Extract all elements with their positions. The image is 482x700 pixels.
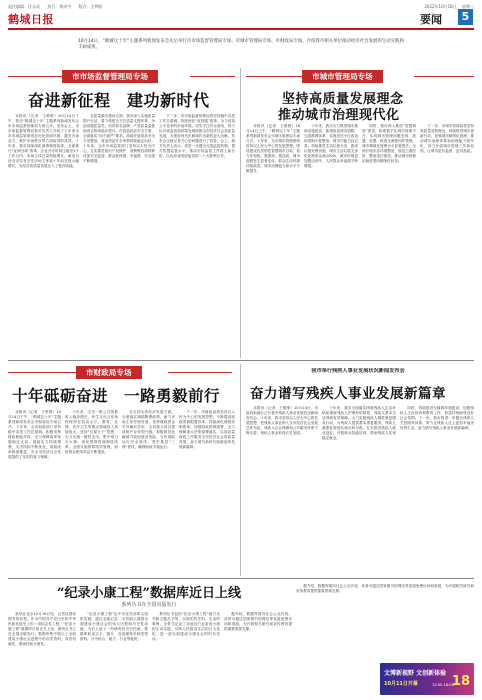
ribbon-finance: 市财政局专场	[76, 366, 142, 379]
editor-credit: 责任编辑：任永成	[8, 4, 40, 9]
article-column: “纪录小康工程”由中央宣传部牵头组织实施，通过全面记录、全景展示我国全面建成小康社会的伟大历程和历史性成就，为后人留下一份珍贵的历史档案。数据库收录文字、图片、音视频等多种类型资料，分为综合、地方、行业等板块。	[80, 612, 148, 642]
article-column: 本报讯（记者 王维维）10月14日上午，“鹤城这十年”主题系列新闻发布会市城市管理局专场召开。十年来，全市城市管理系统坚持以人民为中心的发展思想，围绕建设宜居韧性智慧城市目标，着力补短板、强弱项、提品质，城市面貌发生显著变化，群众生活环境持续改善，城市治理能力和水平不断提升。	[246, 124, 300, 174]
headline-finance: 十年砥砺奋进 一路勇毅前行	[12, 386, 221, 405]
headline-urban-line2: 推动城市治理现代化	[278, 108, 400, 123]
subheadline-record: 系列丛书在全国出版发行	[121, 602, 177, 608]
intro-paragraph: 10月14日，“鹤城这十年”主题系列新闻发布会先后举行市市场监督管理局专场、市城市管理局专场、市财政局专场。介绍我市相关单位推动经济社会发展的生动实践和丰硕成果。	[78, 39, 404, 51]
article-column: 十年来，我市大力推进城市基础设施建设，新建改造城市道路，完善路网体系，实施老旧小区改造和背街小巷整治，城市功能日趋完善。持续推进生活垃圾分类，建成垃圾处理设施，城市生活垃圾无害化处理率达到100%，城市环境更加整洁有序，人民群众幸福感不断增强。	[304, 124, 358, 169]
article-column: 据介绍，数据库面向社会公众开放，读者可通过国家图书馆网站等渠道免费访问和查阅，为开展相关研究和宣传教育提供重要资源支撑。	[296, 584, 474, 594]
masthead-rule	[8, 28, 474, 30]
article-column: 系列丛书包括“纪录小康工程”地方丛书和主题丛书等，以翔实的史料、生动的事例，全景式记录了各地各行业奋进小康的生动实践，反映人民群众生活的巨大变化，是一部全面建成小康社会的时代史诗。	[152, 612, 220, 642]
article-column: 本报讯（记者 王维维）10月14日下午，“鹤城这十年”主题系列新闻发布会市财政局专场召开。十年来，全市财政部门坚持稳中求进工作总基调，积极发挥财政职能作用，全力保障改革发展稳定大局，财政实力持续增强，支出结构不断优化，财政改革纵深推进，为全市经济社会发展提供了坚实的财力保障。	[8, 410, 61, 460]
article-column: 新华社北京10月16日电 记者从国家图书馆获悉，作为中国共产党历史和中华民族发展史上的一项标志性工程，“纪录小康工程”数据库日前正式上线，系列丛书已在全国出版发行。数据库集中展示了全面建成小康社会进程中的各类资料，具有权威性、系统性和全面性。	[8, 612, 76, 647]
exhibition-ad-banner[interactable]	[380, 663, 474, 695]
article-column: 下一步，市城市管理局将坚持高质量发展理念，持续推进城市更新行动，加强城市精细化管理，推动城市治理体系和治理能力现代化，奋力开创城市管理工作新局面，让城市更有温度、更具品质。	[420, 124, 474, 154]
ribbon-line	[8, 372, 76, 373]
article-column: 下一步，市市场监督管理局将坚持稳中求进工作总基调，持续深化“放管服”改革，全力营造公平竞争的市场环境，切实守住安全底线，努力以市场监管高质量发展助推全市经济社会高质量发展，为建设现代化鹤城作出新的更大贡献。发布会还就记者关心的问题进行了回答。会上，相关负责人表示，将进一步健全完善监管机制，提升智慧监管水平，推动市场监管工作再上新台阶，以优异成绩迎接党的二十大胜利召开。	[159, 114, 235, 159]
ribbon-line	[168, 372, 232, 373]
article-column: 本报讯（记者 王维维）10月14日，市政府新闻办召开我市残疾人事业发展状况新闻发布会。十年来，我市坚持以人民为中心的发展思想，把残疾人事业纳入全市经济社会发展总体布局，残疾人社会保障和公共服务体系不断完善，残疾人事业取得长足发展。	[246, 406, 318, 436]
article-column: 同时，我市深入推进“智慧城管”建设，构建数字化城市管理平台，实现城市管理问题发现、派遣、处置、核查全流程闭环管理，城市精细化管理水平显著提升。全面开展市容环境整治，规范占道经营，整治违法建设，推动城市管理由粗放型向精细化转变。	[362, 124, 416, 164]
article-column: 在质量强市建设方面，我市深入实施质量提升行动，着力构建全方位质量支撑体系，争创省级质量奖、培育知名品牌，产品质量监督抽查合格率稳步提升。在食品药品安全方面，全面落实“四个最严”要求，持续开展食品安全专项整治，食品药品安全形势持续稳定向好。十年来，全市市场监管部门坚持以人民为中心，扎实推进知识产权保护、消费维权和特种设备安全监管，群众获得感、幸福感、安全感不断增强。	[83, 114, 155, 164]
article-column: 本报讯（记者 王维维）10月14日下午，我市“鹤城这十年”主题系列新闻发布会市市场监督管理局专场召开。发布会上，市市场监督管理局相关负责人介绍了十年来全市市场监管系统在优化营商环境、激发市场活力、维护市场秩序等方面取得的成效。十年来，我市持续深化商事制度改革，全面推行“证照分离”改革，企业开办时间压缩至1个工作日内，市场主体总量持续增长，截至目前全市实有各类市场主体较十年前实现大幅增长，为经济高质量发展注入了强劲动能。	[8, 114, 79, 169]
article-column: 十年来，我市全面落实困难残疾人生活补贴和重度残疾人护理补贴制度，残疾人基本生活得到有效保障。大力实施残疾人精准康复服务行动，为残疾人提供基本康复服务，残疾儿童康复救助实现应救尽救。扎实推进残疾人就业创业，开展职业技能培训，帮助残疾人实现稳定就业。	[322, 406, 396, 441]
layout-credit: 版式：王梦阳	[78, 4, 103, 9]
page-number: 5	[458, 9, 473, 25]
ad-date: 10月11日开幕	[384, 681, 418, 687]
executor-credit: 执行：黄泽宇	[47, 4, 72, 9]
headline-market: 奋进新征程 建功新时代	[28, 91, 210, 110]
issue-weekday: 星期二	[462, 4, 474, 9]
ribbon-line	[246, 76, 302, 77]
headline-record: “纪录小康工程”数据库近日上线	[57, 586, 241, 601]
column-divider	[240, 68, 241, 358]
article-column: 同时，持续推进无障碍环境建设，加强残疾人文化体育和教育工作，营造扶残助残良好社会氛围。下一步，我市将进一步健全残疾人关爱服务体系，努力让残疾人过上更加幸福美好的生活，奋力谱写残疾人事业发展新篇章。	[400, 406, 474, 431]
section-divider	[8, 360, 474, 361]
ribbon-line	[8, 76, 62, 77]
ad-title: 文博新视野 文创新体验	[384, 670, 447, 677]
article-kicker: 我市举行残疾人事业发展状况新闻发布会	[311, 368, 405, 374]
ribbon-line	[414, 76, 474, 77]
article-column: 据介绍，数据库面向社会公众开放，读者可通过国家图书馆网站等渠道免费访问和查阅，为开展相关研究和宣传教育提供重要资源支撑。	[224, 612, 292, 632]
ad-number: 18	[451, 674, 470, 689]
issue-date-text: 2022年10月18日	[424, 4, 457, 9]
article-column: 在支持实体经济发展方面，全面落实减税降费政策，助力市场主体纾困发展，发挥财政资金引导撬动作用，支持重大项目建设和产业转型升级。积极防范化解地方政府债务风险，守牢财政运行安全底线，兜牢基层“三保”底线，确保财政平稳运行。	[122, 410, 175, 450]
editor-credits	[8, 4, 109, 10]
ribbon-line	[190, 76, 235, 77]
column-divider	[240, 364, 241, 576]
ribbon-urban: 市城市管理局专场	[302, 70, 383, 83]
ad-hours: 12:00-18:00	[431, 683, 454, 687]
section-name: 要闻	[420, 13, 442, 26]
headline-disabled: 奋力谱写残疾人事业发展新篇章	[250, 386, 446, 402]
article-column: 十年来，全市一般公共预算收入稳步增长，民生支出占比始终保持在较高水平，教育、社保、医疗卫生等重点领域投入持续加大。坚持“过紧日子”思想，大力压减一般性支出，集中财力办大事。深化预算管理制度改革，全面实施预算绩效管理，财政资金使用效益不断提高。	[65, 410, 118, 455]
ribbon-market: 市市场监督管理局专场	[62, 70, 158, 83]
masthead	[0, 0, 482, 30]
newspaper-logo: 鹤城日报	[8, 13, 54, 26]
headline-urban-line1: 坚持高质量发展理念	[282, 92, 404, 107]
article-column: 下一步，市财政局将坚持以人民为中心的发展思想，不断提高财政资源配置效率，持续深化财税体制改革，加强财政资源统筹，全力保障重大决策部署落实，以高质量财政工作服务全市经济社会高质量发展，奋力谱写新时代财政改革发展新篇章。	[179, 410, 235, 450]
section-divider	[8, 578, 474, 579]
